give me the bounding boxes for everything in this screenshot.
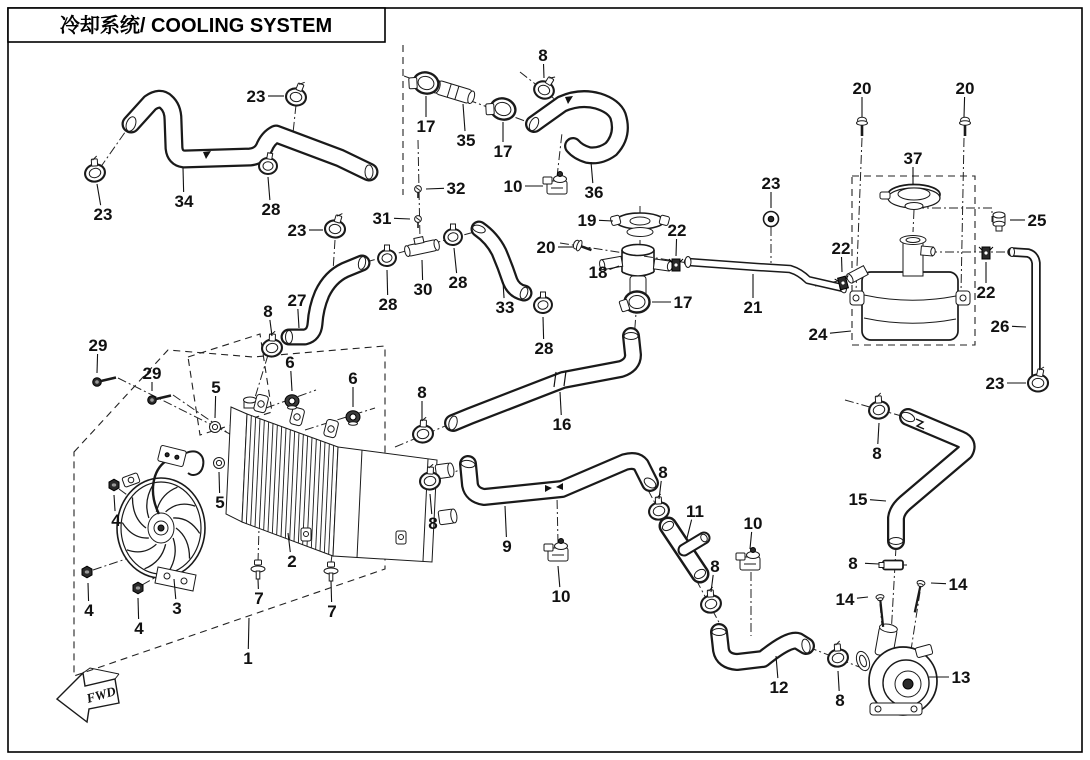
callout-number: 23 <box>985 374 1005 393</box>
callout-leader <box>687 520 692 538</box>
callout-number: 28 <box>534 339 554 358</box>
callout-leader <box>865 563 879 564</box>
callout-leader <box>659 481 661 499</box>
callout-number: 11 <box>686 502 704 521</box>
callout-leader <box>838 671 839 691</box>
callout-leader <box>560 392 561 415</box>
fwd-label: FWD <box>84 683 118 706</box>
callout-number: 8 <box>417 383 427 402</box>
callout-number: 17 <box>673 293 693 312</box>
callout-number: 6 <box>348 369 358 388</box>
callout-leader <box>463 104 465 131</box>
callout-number: 23 <box>93 205 113 224</box>
callout-number: 29 <box>88 336 108 355</box>
callout-leader <box>138 598 139 619</box>
callout-number: 8 <box>538 46 548 65</box>
callout-number: 10 <box>743 514 763 533</box>
callout-number: 23 <box>761 174 781 193</box>
page-title: 冷却系统/ COOLING SYSTEM <box>59 15 333 37</box>
dashed-assembly-boxes <box>74 45 975 676</box>
callout-number: 23 <box>287 221 307 240</box>
callout-leader <box>750 532 752 549</box>
callout-number: 5 <box>211 378 221 397</box>
callout-number: 18 <box>588 263 608 282</box>
callout-number: 31 <box>372 209 392 228</box>
callout-number: 26 <box>990 317 1010 336</box>
callout-number: 10 <box>551 587 571 606</box>
callout-number: 24 <box>808 325 828 344</box>
callout-leader <box>870 500 886 501</box>
callout-number: 28 <box>448 273 468 292</box>
fwd-direction-arrow <box>57 668 119 722</box>
callout-number: 7 <box>327 602 337 621</box>
callout-number: 13 <box>951 668 971 687</box>
thermostat-cap <box>610 213 670 237</box>
callout-number: 27 <box>287 291 307 310</box>
callout-leader <box>505 506 506 537</box>
callout-leader <box>298 309 299 328</box>
callout-leader <box>676 239 677 256</box>
callout-number: 20 <box>955 79 975 98</box>
callout-leader <box>841 257 842 272</box>
callout-number: 3 <box>172 599 182 618</box>
sensors-and-fasteners <box>82 117 1005 627</box>
callout-number: 29 <box>142 364 162 383</box>
callout-number: 4 <box>84 601 94 620</box>
callout-number: 8 <box>428 514 438 533</box>
callout-number: 8 <box>658 463 668 482</box>
callout-number: 28 <box>261 200 281 219</box>
callout-leader <box>268 177 270 200</box>
callout-number: 8 <box>263 302 273 321</box>
callout-number: 20 <box>536 238 556 257</box>
callout-leader <box>114 495 115 511</box>
callout-number: 17 <box>416 117 436 136</box>
callout-number: 22 <box>831 239 851 258</box>
callout-number: 8 <box>835 691 845 710</box>
callout-number: 21 <box>743 298 763 317</box>
callout-leader <box>878 423 879 444</box>
water-pump <box>854 623 937 715</box>
callout-leader <box>394 218 410 219</box>
callout-number: 8 <box>848 554 858 573</box>
callout-leader <box>1012 326 1026 327</box>
callout-number: 9 <box>502 537 512 556</box>
callout-number: 22 <box>976 283 996 302</box>
callout-leader <box>964 97 965 117</box>
callout-leader <box>454 248 457 273</box>
reservoir-cap <box>880 185 940 210</box>
callout-number: 35 <box>456 131 476 150</box>
callout-number: 22 <box>667 221 687 240</box>
callout-leader <box>291 371 292 391</box>
cooling-fan <box>117 445 205 591</box>
callout-number: 14 <box>948 575 968 594</box>
callout-number: 36 <box>584 183 604 202</box>
radiator-lower-port <box>438 509 458 525</box>
callout-number: 15 <box>848 490 868 509</box>
callout-number: 12 <box>769 678 789 697</box>
callout-leader <box>857 597 868 598</box>
callout-number: 25 <box>1027 211 1047 230</box>
callout-leader <box>543 317 544 339</box>
callout-leader <box>599 220 613 221</box>
callout-number: 30 <box>413 280 433 299</box>
callout-number: 6 <box>285 353 295 372</box>
callout-number: 37 <box>903 149 923 168</box>
callout-number: 17 <box>493 142 513 161</box>
callout-leader <box>830 331 851 333</box>
callout-leader <box>422 260 423 280</box>
callout-number: 34 <box>174 192 194 211</box>
callout-leader <box>219 472 220 493</box>
callout-leader <box>88 583 89 601</box>
callout-number: 23 <box>246 87 266 106</box>
callout-leader <box>591 162 593 183</box>
callout-number: 32 <box>446 179 466 198</box>
callout-number: 1 <box>243 649 253 668</box>
callout-leader <box>183 168 184 192</box>
callout-number: 8 <box>872 444 882 463</box>
callout-number: 4 <box>134 619 144 638</box>
callout-number: 4 <box>111 511 121 530</box>
callout-number: 10 <box>503 177 523 196</box>
pipe-fitting-30 <box>403 234 441 257</box>
callout-number: 8 <box>710 557 720 576</box>
callout-leader <box>387 270 388 295</box>
callout-number: 33 <box>495 298 515 317</box>
callout-number: 16 <box>552 415 572 434</box>
callout-leader <box>248 618 249 649</box>
callout-number: 28 <box>378 295 398 314</box>
callout-leader <box>931 583 946 584</box>
callout-leader <box>97 354 98 373</box>
callout-leader <box>426 188 444 189</box>
callout-number: 7 <box>254 589 264 608</box>
callout-leader <box>215 396 216 418</box>
callout-number: 20 <box>852 79 872 98</box>
callout-number: 19 <box>577 211 597 230</box>
callout-number: 2 <box>287 552 297 571</box>
callout-leader <box>558 566 560 587</box>
callout-number: 14 <box>835 590 855 609</box>
callout-number: 5 <box>215 493 225 512</box>
callout-leader <box>331 581 332 602</box>
callout-leader <box>97 184 101 205</box>
hoses <box>124 96 1040 662</box>
coolant-reservoir-tank <box>845 236 970 341</box>
